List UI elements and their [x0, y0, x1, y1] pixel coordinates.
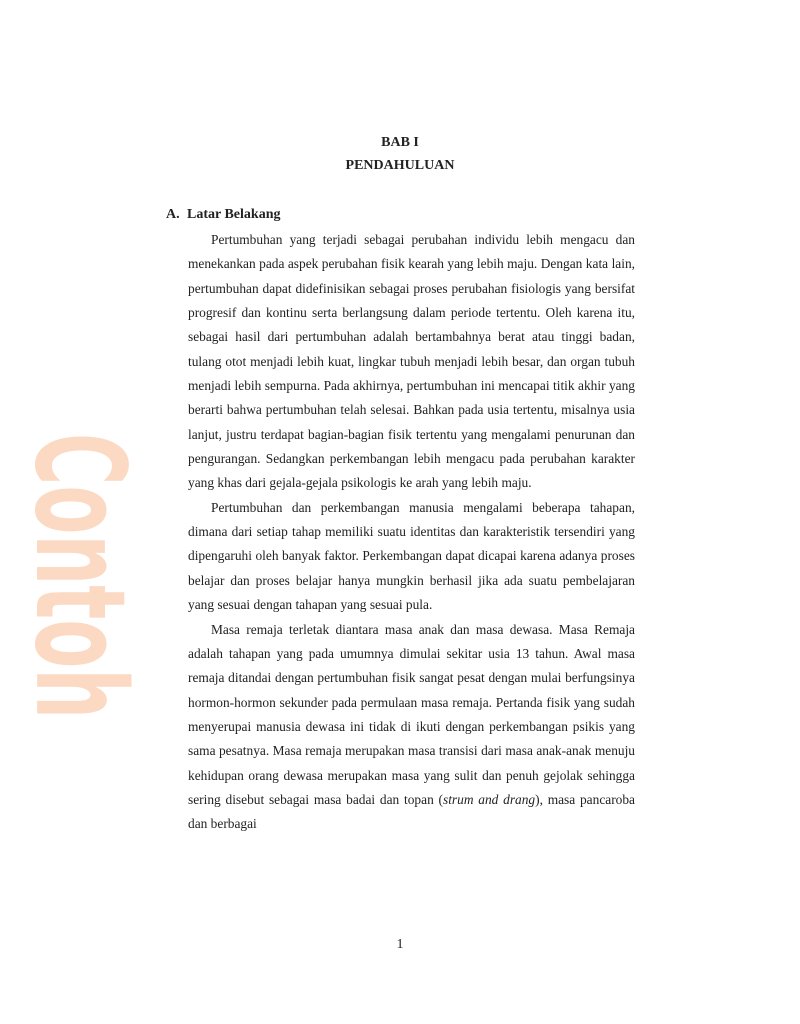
- section-heading: [166, 206, 280, 224]
- italic-term: strum and drang: [443, 791, 536, 807]
- paragraph-2: Pertumbuhan dan perkembangan manusia mengalami beberapa tahapan, dimana dari setiap tahap memiliki suatu identitas dan karakteristik tersendiri yang dipengaruhi oleh banyak faktor. Perkembangan dapat dicapai karena adanya proses belajar dan proses belajar hanya mungkin berhasil jika ada suatu pembelajaran yang sesuai dengan tahapan yang sesuai pula.: [188, 499, 635, 613]
- watermark-graphic: [7, 432, 156, 931]
- body-text: [188, 228, 635, 837]
- contoh-watermark: [7, 432, 156, 931]
- paragraph-1: Pertumbuhan yang terjadi sebagai perubahan individu lebih mengacu dan menekankan pada aspek perubahan fisik kearah yang lebih maju. Dengan kata lain, pertumbuhan dapat didefinisikan sebagai proses perubahan fisiologis yang bersifat progresif dan kontinu serta berlangsung dalam periode tertentu. Oleh karena itu, sebagai hasil dari pertumbuhan adalah bertambahnya berat atau tinggi badan, tulang otot menjadi lebih kuat, lingkar tubuh menjadi lebih besar, dan organ tubuh menjadi lebih sempurna. Pada akhirnya, pertumbuhan ini mencapai titik akhir yang berarti bahwa pertumbuhan telah selesai. Bahkan pada usia tertentu, misalnya usia lanjut, justru terdapat bagian-bagian fisik tertentu yang mengalami penurunan dan pengurangan. Sedangkan perkembangan lebih mengacu pada perubahan karakter yang khas dari gejala-gejala psikologis ke arah yang lebih maju.: [188, 232, 635, 491]
- watermark-text: Contoh: [7, 433, 151, 931]
- page-number: 1: [396, 937, 404, 952]
- chapter-title: PENDAHULUAN: [345, 158, 455, 173]
- paragraph-3: [188, 618, 635, 837]
- section-letter: A.: [166, 207, 180, 222]
- section-title: Latar Belakang: [187, 207, 281, 222]
- paragraph-3-text-before: Masa remaja terletak diantara masa anak dan masa dewasa. Masa Remaja adalah tahapan yang pada umumnya dimulai sekitar usia 13 tahun. Awal masa remaja ditandai dengan pertumbuhan fisik sangat pesat dengan mulai berfungsinya hormon-hormon sekunder pada permulaan masa remaja. Pertanda fisik yang sudah menyerupai manusia dewasa ini tidak di ikuti dengan perkembangan psikis yang sama pesatnya. Masa remaja merupakan masa transisi dari masa anak-anak menuju kehidupan orang dewasa merupakan masa yang sulit dan penuh gejolak sehingga sering disebut sebagai masa badai dan topan (: [188, 621, 635, 807]
- paragraph-3-text-after: ), masa pancaroba dan berbagai: [188, 791, 635, 832]
- chapter-number: BAB I: [381, 135, 419, 150]
